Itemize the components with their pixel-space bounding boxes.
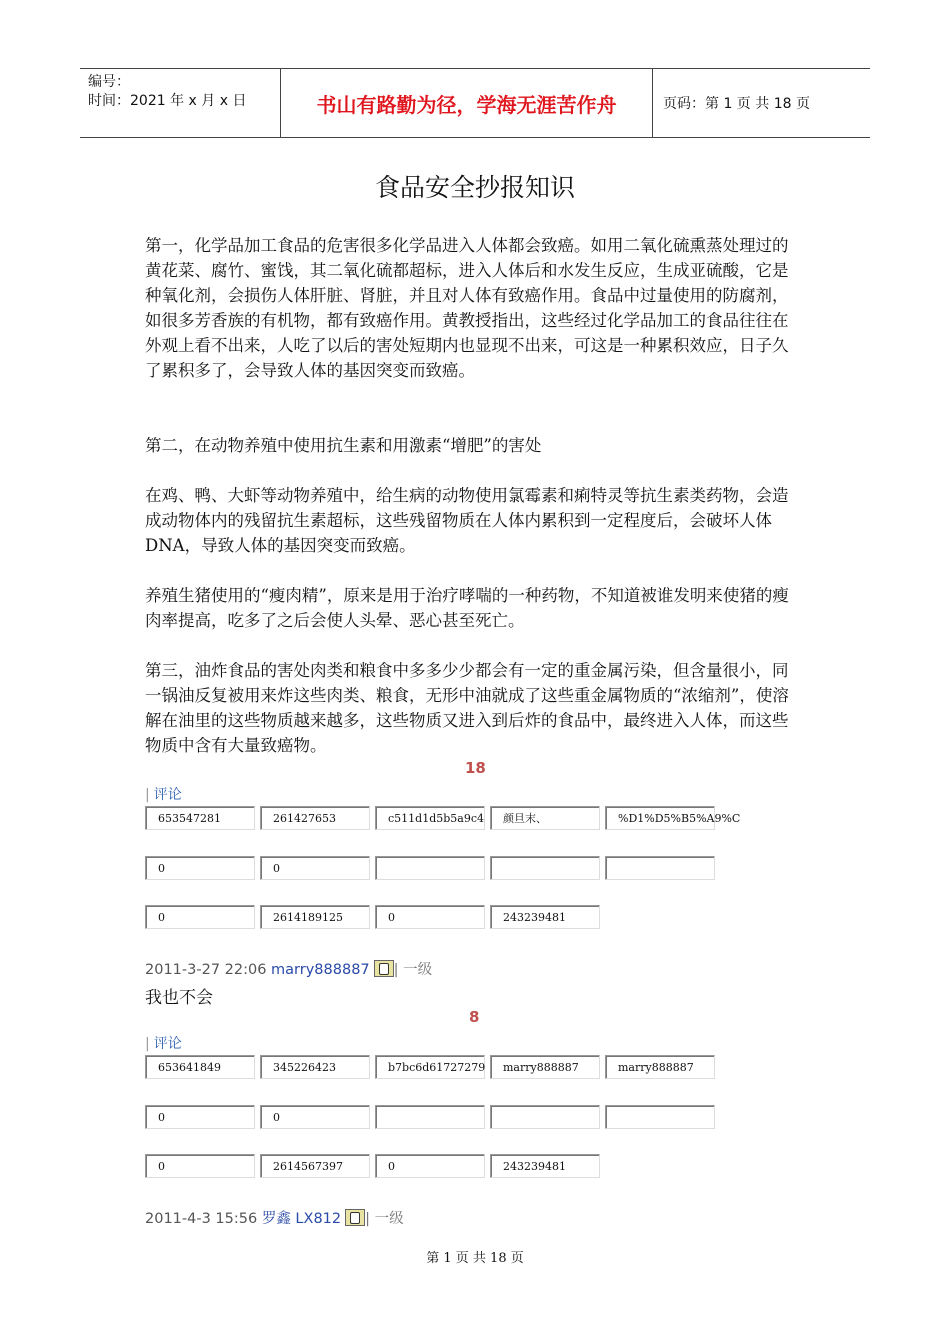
comment-link-label[interactable]: 评论 [153, 787, 182, 803]
page-footer: 第 1 页 共 18 页 [426, 1251, 524, 1266]
paragraph-1: 第一，化学品加工食品的危害很多化学品进入人体都会致癌。如用二氧化硫熏蒸处理过的黄花菜、腐竹、蜜饯，其二氧化硫都超标，进入人体后和水发生反应，生成亚硫酸，它是种氧化剂，会损伤人体肝脏、肾脏，并且对人体有致癌作用。食品中过量使用的防腐剂，如很多芳香族的有机物，都有致癌作用。黄教授指出，这些经过化学品加工的食品往往在外观上看不出来，人吃了以后的害处短期内也显现不出来，可这是一种累积效应，日子久了累积多了，会导致人体的基因突变而致癌。 [145, 236, 789, 380]
motto: 书山有路勤为径，学海无涯苦作舟 [281, 69, 653, 137]
field-cell[interactable]: 颜旦末、 [490, 806, 600, 830]
field-cell[interactable]: 0 [260, 1105, 370, 1129]
comment-link[interactable]: | 评论 [145, 787, 182, 803]
reply-meta [145, 1207, 404, 1228]
field-cell[interactable]: 243239481 [490, 1154, 600, 1178]
field-cell[interactable]: 0 [145, 1105, 255, 1129]
field-cell[interactable]: 0 [260, 856, 370, 880]
date-label: 时间：2021 年 x 月 x 日 [88, 93, 247, 109]
number-label: 编号： [88, 74, 130, 90]
reply-meta [145, 958, 432, 979]
paragraph-3: 在鸡、鸭、大虾等动物养殖中，给生病的动物使用氯霉素和痢特灵等抗生素类药物，会造成动物体内的残留抗生素超标，这些残留物质在人体内累积到一定程度后，会破坏人体 DNA，导致人体的基因突变而致癌。 [145, 486, 789, 555]
reply-text: 我也不会 [145, 988, 213, 1008]
field-cell[interactable]: c511d1d5b5a9c4 [375, 806, 485, 830]
field-cell[interactable] [490, 1105, 600, 1129]
reply-user-link[interactable]: marry888887 [271, 962, 370, 978]
field-cell[interactable]: %D1%D5%B5%A9%C [605, 806, 715, 830]
field-cell[interactable]: 0 [375, 1154, 485, 1178]
field-cell[interactable] [490, 856, 600, 880]
field-cell[interactable]: 243239481 [490, 905, 600, 929]
field-cell[interactable]: marry888887 [605, 1055, 715, 1079]
field-cell[interactable]: 0 [145, 856, 255, 880]
paragraph-2: 第二，在动物养殖中使用抗生素和用激素“增肥”的害处 [145, 436, 542, 455]
field-cell[interactable]: marry888887 [490, 1055, 600, 1079]
field-cell[interactable] [375, 1105, 485, 1129]
field-cell[interactable]: 345226423 [260, 1055, 370, 1079]
user-level: | 一级 [393, 962, 433, 978]
field-cell[interactable]: 0 [375, 905, 485, 929]
paragraph-4: 养殖生猪使用的“瘦肉精”，原来是用于治疗哮喘的一种药物，不知道被谁发明来使猪的瘦肉率提高，吃多了之后会使人头晕、恶心甚至死亡。 [145, 586, 789, 630]
field-cell[interactable] [605, 856, 715, 880]
page-title: 食品安全抄报知识 [374, 173, 575, 202]
field-cell[interactable] [605, 1105, 715, 1129]
comment-link-label[interactable]: 评论 [153, 1036, 182, 1052]
field-cell[interactable] [375, 856, 485, 880]
field-cell[interactable]: 653641849 [145, 1055, 255, 1079]
post-count: 18 [465, 759, 486, 777]
page-info: 页码：第 1 页 共 18 页 [663, 96, 810, 112]
user-badge-icon[interactable] [345, 1209, 365, 1226]
header-info-cell [80, 69, 281, 137]
field-cell[interactable]: b7bc6d61727279 [375, 1055, 485, 1079]
document-header [80, 68, 870, 138]
field-cell[interactable]: 2614189125 [260, 905, 370, 929]
comment-link[interactable]: | 评论 [145, 1036, 182, 1052]
field-cell[interactable]: 0 [145, 1154, 255, 1178]
field-cell[interactable]: 0 [145, 905, 255, 929]
reply-date: 2011-3-27 22:06 [145, 962, 267, 978]
user-badge-icon[interactable] [374, 960, 394, 977]
reply-user-link[interactable]: 罗鑫 LX812 [261, 1211, 342, 1227]
reply-date: 2011-4-3 15:56 [145, 1211, 258, 1227]
field-cell[interactable]: 261427653 [260, 806, 370, 830]
user-level: | 一级 [365, 1211, 404, 1227]
post-count: 8 [469, 1008, 480, 1026]
field-cell[interactable]: 2614567397 [260, 1154, 370, 1178]
paragraph-5: 第三，油炸食品的害处肉类和粮食中多多少少都会有一定的重金属污染，但含量很小，同一锅油反复被用来炸这些肉类、粮食，无形中油就成了这些重金属物质的“浓缩剂”，使溶解在油里的这些物质越来越多，这些物质又进入到后炸的食品中，最终进入人体，而这些物质中含有大量致癌物。 [145, 661, 789, 755]
field-cell[interactable]: 653547281 [145, 806, 255, 830]
